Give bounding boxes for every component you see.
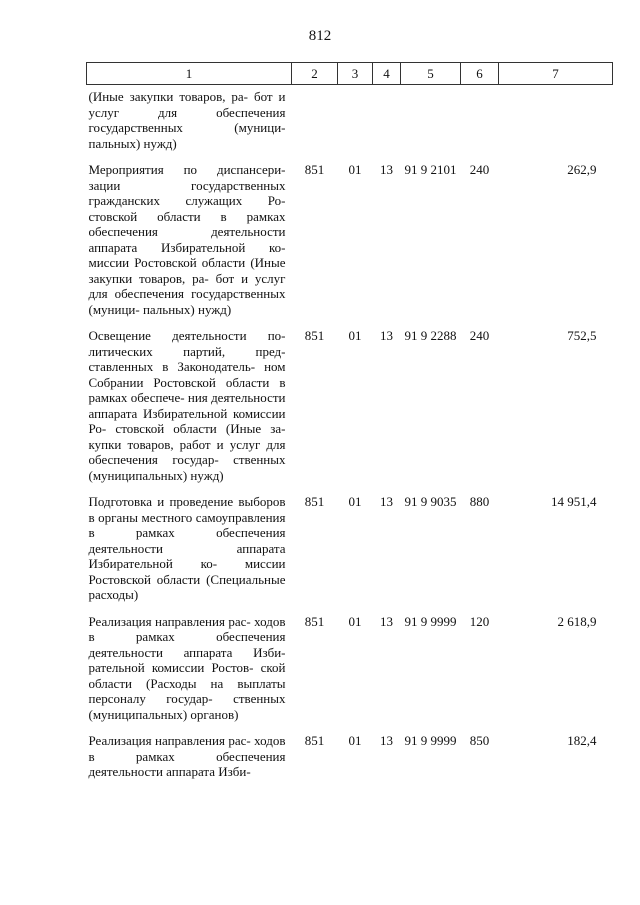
cell-expense-type: 240 <box>469 328 490 343</box>
cell-description <box>87 328 292 494</box>
description-line: нужд) <box>190 467 224 483</box>
cell-expense-type: 120 <box>469 613 490 629</box>
cell-section: 01 <box>348 494 362 509</box>
col-header-admin: 2 <box>292 63 338 85</box>
cell-target: 91 9 2101 <box>404 162 457 177</box>
cell-description <box>87 85 292 163</box>
cell-admin <box>292 85 338 163</box>
description-line: ходов в рамках обеспечения <box>88 733 286 764</box>
cell-amount: 262,9 <box>567 162 597 177</box>
cell-section: 01 <box>348 733 362 748</box>
description-line: (Специальные расходы) <box>88 571 286 602</box>
table-row <box>87 733 613 791</box>
cell-description <box>87 494 292 614</box>
cell-section <box>338 85 373 163</box>
description-line: миссии Ростовской области <box>88 255 246 270</box>
description-line: аппарата Избирательной ко- <box>88 540 286 571</box>
cell-amount: 752,5 <box>567 328 597 343</box>
cell-subsection: 13 <box>380 162 393 177</box>
description-line: выплаты персоналу государ- <box>88 675 286 706</box>
cell-target <box>401 85 461 163</box>
description-line: ном Собрании Ростовской <box>88 359 286 390</box>
description-line: Мероприятия по диспансери- <box>88 162 286 177</box>
description-line: самоуправления в рамках <box>88 509 286 540</box>
cell-description <box>87 614 292 734</box>
cell-target: 91 9 9035 <box>404 494 457 509</box>
table-row <box>87 614 613 734</box>
description-line: ской области (Расходы на <box>88 660 286 691</box>
col-header-section: 3 <box>338 63 373 85</box>
description-line: (Иные закупки товаров, ра- <box>88 255 286 286</box>
col-header-expense-type: 6 <box>461 63 499 85</box>
cell-expense-type <box>461 85 499 163</box>
cell-description <box>87 162 292 328</box>
table-row <box>87 85 613 163</box>
description-line: выборов в органы местного <box>88 494 286 525</box>
table-row <box>87 328 613 494</box>
cell-subsection: 13 <box>380 733 393 748</box>
description-line: деятельности аппарата Изби- <box>88 644 286 660</box>
description-line: Освещение деятельности по- <box>88 328 286 343</box>
col-header-description: 1 <box>87 63 292 85</box>
description-line: Подготовка и проведение <box>88 494 234 509</box>
cell-section: 01 <box>348 162 362 177</box>
cell-target: 91 9 9999 <box>404 613 457 629</box>
cell-section: 01 <box>348 613 362 629</box>
description-line: бот и услуг для обеспечения <box>88 270 286 301</box>
description-line: органов) <box>190 706 239 722</box>
cell-subsection: 13 <box>380 328 393 343</box>
cell-amount <box>499 85 613 163</box>
cell-target: 91 9 2288 <box>404 328 457 343</box>
description-line: аппарата Избирательной ко- <box>88 239 286 255</box>
cell-subsection: 13 <box>380 494 393 509</box>
description-line: государственных (муници- <box>88 286 286 317</box>
cell-admin: 851 <box>304 328 325 343</box>
description-line: (Иные закупки товаров, ра- <box>88 89 249 104</box>
description-line: стовской области (Иные за- <box>115 421 286 436</box>
description-line: Реализация направления рас- <box>88 733 251 748</box>
table-row <box>87 494 613 614</box>
description-line: миссии Ростовской области <box>88 556 286 587</box>
description-line: Реализация направления рас- <box>88 613 251 629</box>
description-line: гражданских служащих Ро- <box>88 193 286 208</box>
description-line: пальных) нужд) <box>142 301 232 317</box>
cell-expense-type: 850 <box>469 733 490 748</box>
description-line: государственных (муници- <box>88 120 286 135</box>
table-row <box>87 162 613 328</box>
cell-admin: 851 <box>304 733 325 748</box>
description-line: деятельности аппарата Изби- <box>88 764 251 779</box>
description-line: ния деятельности аппарата <box>88 390 286 421</box>
cell-section: 01 <box>348 328 362 343</box>
description-line: пальных) нужд) <box>88 135 177 151</box>
cell-expense-type: 240 <box>469 162 490 177</box>
description-line: бот и услуг для обеспечения <box>88 89 286 120</box>
budget-table <box>86 62 613 791</box>
description-line: области в рамках обеспече- <box>88 374 286 405</box>
description-line: ственных (муниципальных) <box>88 691 286 722</box>
cell-description <box>87 733 292 791</box>
cell-amount: 14 951,4 <box>551 494 597 509</box>
cell-expense-type: 880 <box>469 494 490 509</box>
cell-amount: 182,4 <box>567 733 597 748</box>
description-line: ходов в рамках обеспечения <box>88 613 286 644</box>
cell-admin: 851 <box>304 162 325 177</box>
col-header-target: 5 <box>401 63 461 85</box>
description-line: Избирательной комиссии Ро- <box>88 405 286 436</box>
cell-admin: 851 <box>304 613 325 629</box>
description-line: обеспечения деятельности <box>88 525 286 556</box>
description-line: рательной комиссии Ростов- <box>88 660 254 675</box>
cell-target: 91 9 9999 <box>404 733 457 748</box>
cell-subsection: 13 <box>380 613 393 629</box>
page-number: 812 <box>308 28 332 44</box>
cell-subsection <box>373 85 401 163</box>
description-line: ставленных в Законодатель- <box>88 359 256 374</box>
description-line: стовской области в рамках <box>88 208 286 224</box>
description-line: зации государственных <box>88 177 286 193</box>
cell-amount: 2 618,9 <box>557 613 597 629</box>
description-line: для обеспечения государ- <box>88 436 286 467</box>
cell-admin: 851 <box>304 494 325 509</box>
description-line: литических партий, пред- <box>88 343 286 359</box>
description-line: купки товаров, работ и услуг <box>88 436 261 452</box>
description-line: обеспечения деятельности <box>88 224 286 239</box>
col-header-amount: 7 <box>499 63 613 85</box>
description-line: ственных (муниципальных) <box>88 452 286 483</box>
col-header-subsection: 4 <box>373 63 401 85</box>
header-row <box>87 63 613 85</box>
